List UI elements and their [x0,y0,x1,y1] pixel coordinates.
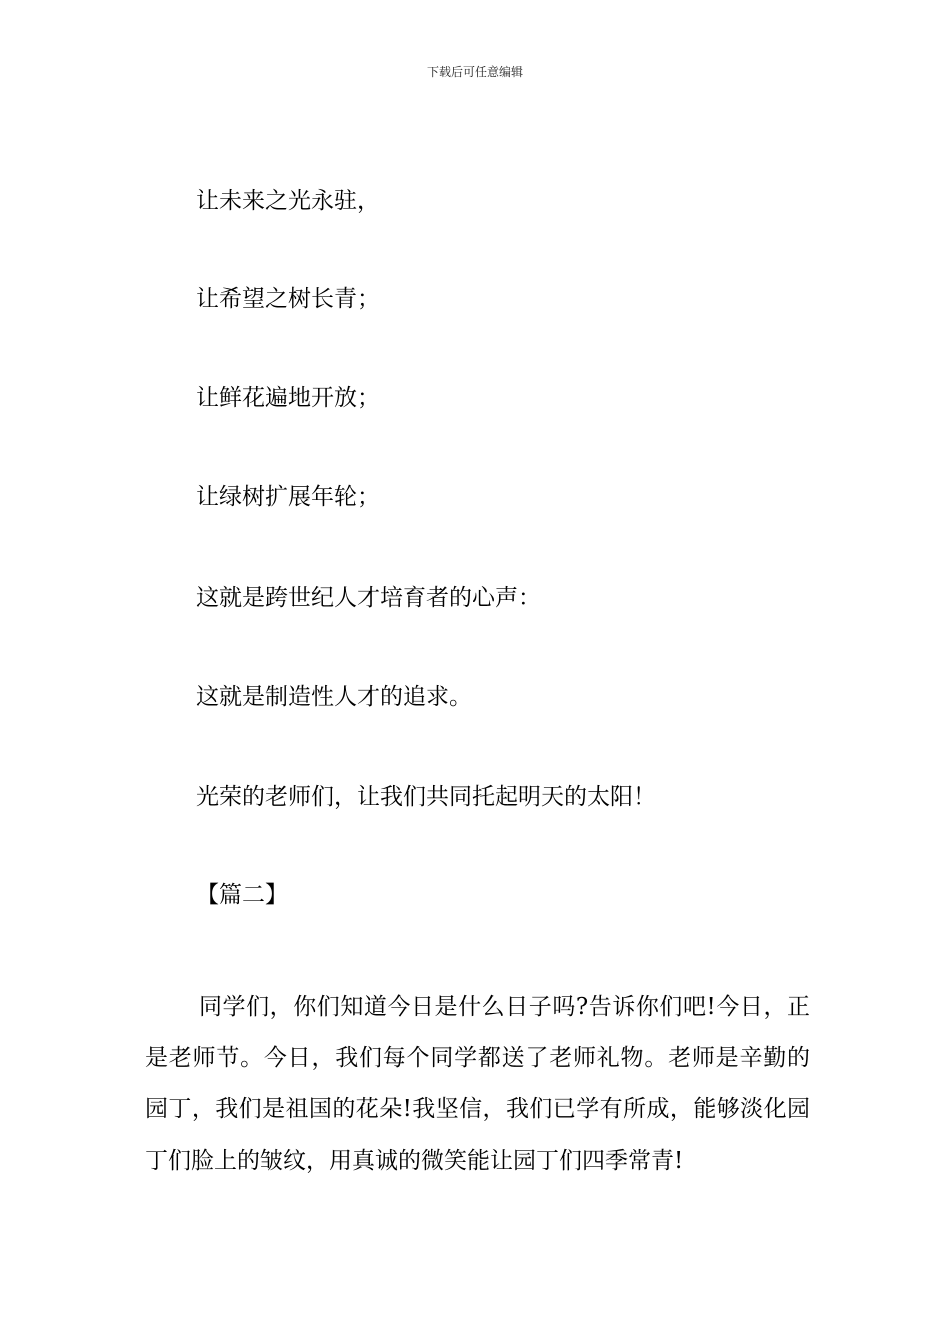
poem-line-6: 这就是制造性人才的追求。 [196,684,472,710]
poem-line-4: 让绿树扩展年轮； [196,484,380,510]
poem-line-7: 光荣的老师们，让我们共同托起明天的太阳！ [196,784,656,810]
section-paragraph: 同学们，你们知道今日是什么日子吗?告诉你们吧!今日，正是老师节。今日，我们每个同学都送了老师礼物。老师是辛勤的园丁，我们是祖国的花朵!我坚信，我们已学有所成，能够淡化园丁们脸上的皱纹，用真诚的微笑能让园丁们四季常青! [145,994,810,1174]
page-header: 下载后可任意编辑 [426,65,523,79]
section-title: 【篇二】 [196,882,288,908]
poem-line-5: 这就是跨世纪人才培育者的心声： [196,585,541,611]
poem-line-3: 让鲜花遍地开放； [196,385,380,411]
poem-line-1: 让未来之光永驻， [196,188,380,214]
poem-line-2: 让希望之树长青； [196,286,380,312]
